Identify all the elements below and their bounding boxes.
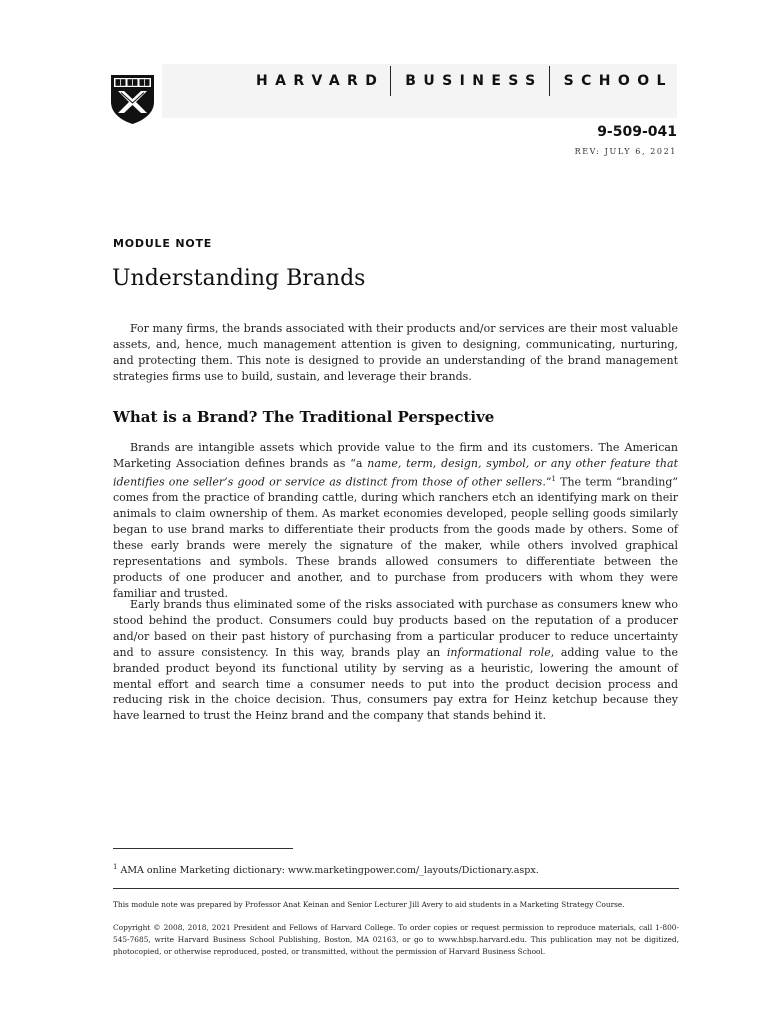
p2-text-end: , adding value to the branded product beyond its functional utility by serving as a heuristic, lowering the amount of mental effort and search time a consumer needs to put into the product decision process and reducing risk in the choice decision. Thus, consumers pay extra for Heinz ketchup because they have learned to trust the Heinz brand and the company that stands behind it. <box>113 645 679 723</box>
footnote-number: 1 <box>113 863 118 871</box>
footnote-divider <box>113 848 293 849</box>
document-code: 9-509-041 <box>597 124 677 140</box>
p2-text-start: Early brands thus eliminated some of the risks associated with purchase as consumers knew who stood behind the product. Consumers could buy products based on the reputation of a producer and/or based on their past history of purchasing from a particular producer to reduce uncertainty and to assure consistency. In this way, brands play an <box>113 598 678 659</box>
intro-paragraph: For many firms, the brands associated with their products and/or services are their most valuable assets, and, hence, much management attention is given to designing, communicating, nurturing, and protecting them. This note is designed to provide an understanding of the brand management strategies firms use to build, sustain, and leverage their brands. <box>113 322 678 383</box>
wordmark-harvard: HARVARD <box>256 73 385 89</box>
wordmark-divider <box>549 66 550 96</box>
revision-date: REV: JULY 6, 2021 <box>574 147 677 156</box>
footer-divider <box>113 888 679 889</box>
section-heading: What is a Brand? The Traditional Perspective <box>113 408 495 426</box>
p1-italic-definition: name, term, design, symbol, or any other feature that identifies one seller’s good or service as distinct from those of other sellers. <box>113 456 678 489</box>
preparation-note: This module note was prepared by Professor Anat Keinan and Senior Lecturer Jill Avery to aid students in a Marketing Strategy Course. <box>113 900 625 909</box>
footnote-text: AMA online Marketing dictionary: www.marketingpower.com/_layouts/Dictionary.aspx. <box>120 865 539 877</box>
p1-text-end: The term “branding” comes from the practice of branding cattle, during which ranchers etch an identifying mark on their animals to claim ownership of them. As market economies developed, people selling goods similarly began to use brand marks to differentiate their products from the goods made by others. Some of these early brands were merely the signature of the maker, while others involved graphical representations and symbols. These brands allowed consumers to differentiate between the products of one producer and another, and to purchase from producers with whom they were familiar and trusted. <box>113 475 678 600</box>
hbs-wordmark <box>256 66 673 96</box>
copyright-notice: Copyright © 2008, 2018, 2021 President and Fellows of Harvard College. To order copies or request permission to reproduce materials, call 1-800-545-7685, write Harvard Business School Publishing, Boston, MA 02163, or go to www.hbsp.harvard.edu. This publication may not be digitized, photocopied, or otherwise reproduced, posted, or transmitted, without the permission of Harvard Business School. <box>113 923 679 956</box>
footnote-reference[interactable]: 1 <box>551 474 556 483</box>
document-type-label: MODULE NOTE <box>113 237 213 250</box>
wordmark-business: BUSINESS <box>405 73 543 89</box>
page-title: Understanding Brands <box>112 266 366 291</box>
footnote <box>113 863 678 876</box>
wordmark-school: SCHOOL <box>563 73 673 89</box>
p2-italic-term: informational role <box>446 645 551 659</box>
body-paragraph-2 <box>113 597 678 724</box>
hbs-shield-logo <box>110 74 155 125</box>
p1-text-start: Brands are intangible assets which provide value to the firm and its customers. The American Marketing Association defines brands as “a <box>113 441 678 470</box>
body-paragraph-1 <box>113 440 678 602</box>
p1-close-quote: ” <box>545 475 552 489</box>
wordmark-divider <box>390 66 391 96</box>
